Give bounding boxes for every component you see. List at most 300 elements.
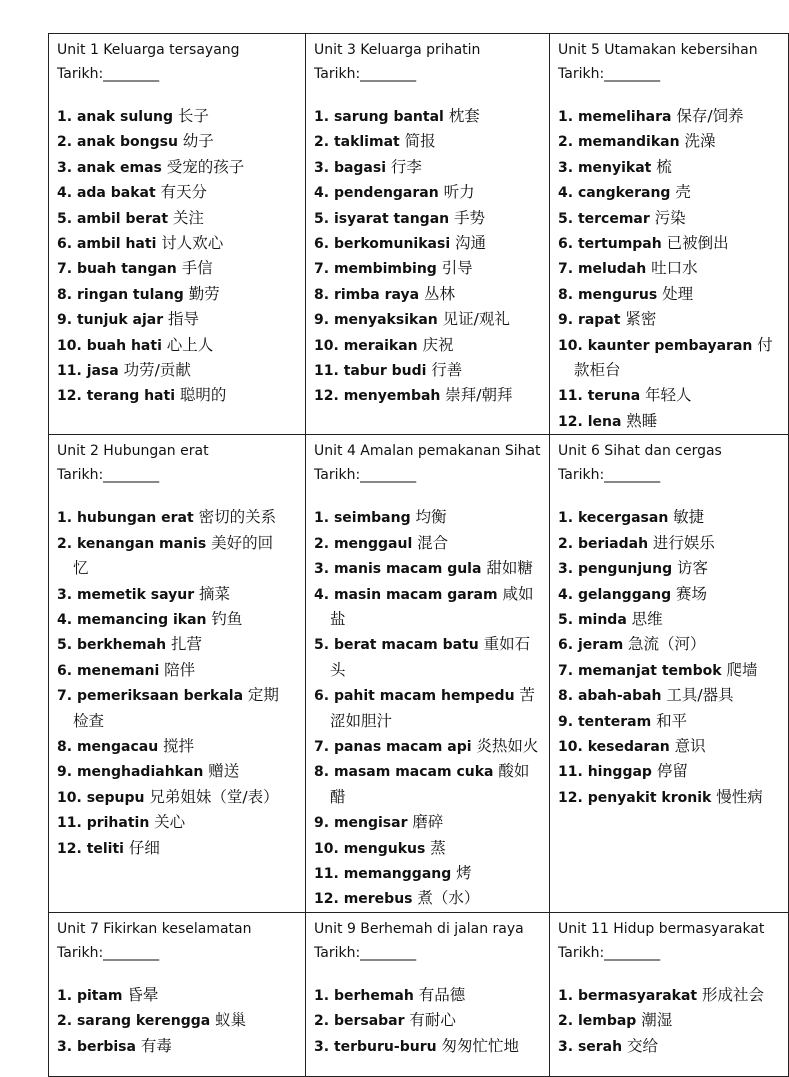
item-number: 2. (314, 535, 330, 552)
list-item (558, 709, 788, 734)
chinese-translation: 见证/观礼 (442, 310, 510, 329)
item-number: 3. (314, 1038, 330, 1055)
list-item (57, 256, 287, 281)
malay-word: sarang kerengga (76, 1013, 211, 1030)
chinese-translation: 重如石头 (330, 635, 531, 679)
chinese-translation: 听力 (443, 183, 475, 202)
list-item (314, 556, 544, 581)
unit-title: Unit 1 Keluarga tersayang (57, 42, 240, 58)
list-item (57, 307, 287, 332)
list-item (314, 983, 544, 1008)
malay-word: memetik sayur (76, 586, 195, 603)
unit-title: Unit 5 Utamakan kebersihan (558, 42, 758, 58)
item-number: 8. (314, 764, 330, 781)
malay-word: memanjat tembok (577, 662, 722, 679)
item-number: 8. (314, 286, 330, 303)
malay-word: berat macam batu (333, 637, 479, 654)
malay-word: prihatin (86, 815, 150, 832)
item-number: 5. (57, 637, 73, 654)
word-list (314, 505, 544, 912)
list-item (314, 155, 544, 180)
item-number: 2. (558, 134, 574, 151)
malay-word: anak bongsu (76, 134, 178, 151)
item-number: 1. (57, 109, 73, 125)
malay-word: merebus (343, 891, 413, 908)
chinese-translation: 均衡 (415, 508, 447, 527)
malay-word: terang hati (86, 388, 175, 405)
chinese-translation: 意识 (674, 736, 706, 755)
chinese-translation: 进行娱乐 (652, 533, 715, 552)
unit-title: Unit 7 Fikirkan keselamatan (57, 920, 252, 937)
item-number: 2. (57, 1013, 73, 1030)
malay-word: berkhemah (76, 637, 167, 654)
item-number: 8. (558, 688, 574, 705)
item-number: 6. (57, 662, 73, 679)
malay-word: buah tangan (76, 261, 177, 278)
item-number: 7. (57, 261, 73, 278)
chinese-translation: 敏捷 (673, 508, 705, 527)
item-number: 11. (57, 815, 82, 832)
item-number: 3. (57, 1038, 73, 1055)
chinese-translation: 吐口水 (651, 259, 698, 278)
malay-word: rimba raya (333, 286, 420, 303)
list-item (558, 531, 788, 556)
list-item (558, 582, 788, 607)
unit-content (314, 38, 544, 409)
list-item (57, 759, 287, 784)
chinese-translation: 有毒 (140, 1036, 172, 1055)
list-item (314, 582, 544, 633)
chinese-translation: 洗澡 (684, 132, 716, 151)
item-number: 7. (558, 261, 574, 278)
word-list (57, 505, 287, 861)
malay-word: kenangan manis (76, 535, 207, 552)
item-number: 4. (558, 586, 574, 603)
chinese-translation: 炎热如火 (476, 736, 539, 755)
chinese-translation: 已被倒出 (666, 234, 729, 253)
word-list (558, 505, 788, 810)
malay-word: teruna (587, 388, 641, 405)
list-item (57, 983, 287, 1008)
item-number: 9. (314, 815, 330, 832)
item-number: 1. (57, 510, 73, 527)
chinese-translation: 行李 (390, 157, 422, 176)
chinese-translation: 讨人欢心 (161, 234, 224, 253)
malay-word: gelanggang (577, 586, 672, 603)
list-item (558, 409, 788, 434)
list-item (558, 759, 788, 784)
list-item (57, 810, 287, 835)
malay-word: panas macam api (333, 738, 472, 755)
list-item (314, 282, 544, 307)
chinese-translation: 关心 (154, 813, 186, 832)
malay-word: menemani (76, 662, 160, 679)
chinese-translation: 枕套 (448, 107, 480, 125)
malay-word: beriadah (577, 535, 649, 552)
item-number: 12. (57, 840, 82, 857)
chinese-translation: 勤劳 (188, 284, 220, 303)
item-number: 2. (57, 134, 73, 151)
unit-content (558, 38, 788, 434)
list-item (57, 582, 287, 607)
chinese-translation: 简报 (404, 132, 436, 151)
item-number: 7. (314, 261, 330, 278)
vocabulary-table (48, 33, 789, 1077)
malay-word: hubungan erat (76, 510, 194, 527)
malay-word: masin macam garam (333, 586, 498, 603)
item-number: 1. (57, 987, 73, 1004)
malay-word: jeram (577, 637, 624, 654)
malay-word: menyembah (343, 388, 441, 405)
malay-word: ambil hati (76, 236, 157, 253)
unit-cell (306, 34, 550, 435)
item-number: 3. (558, 561, 574, 578)
item-number: 12. (558, 789, 583, 806)
list-item (57, 155, 287, 180)
chinese-translation: 有天分 (160, 183, 208, 202)
item-number: 7. (558, 662, 574, 679)
list-item (314, 256, 544, 281)
item-number: 7. (314, 738, 330, 755)
item-number: 10. (558, 738, 583, 755)
chinese-translation: 处理 (662, 284, 694, 303)
item-number: 4. (314, 586, 330, 603)
chinese-translation: 苦涩如胆汁 (330, 686, 535, 730)
unit-title: Unit 3 Keluarga prihatin (314, 42, 481, 58)
malay-word: menghadiahkan (76, 764, 204, 781)
item-number: 12. (558, 413, 583, 430)
list-item (558, 658, 788, 683)
item-number: 5. (57, 210, 73, 227)
malay-word: anak sulung (76, 109, 174, 125)
list-item (558, 505, 788, 530)
chinese-translation: 付款柜台 (574, 335, 773, 380)
chinese-translation: 崇拜/朝拜 (445, 386, 513, 405)
malay-word: taklimat (333, 134, 400, 151)
word-list (314, 983, 544, 1059)
chinese-translation: 陪伴 (164, 660, 196, 679)
list-item (57, 180, 287, 205)
item-number: 3. (558, 159, 574, 176)
item-number: 10. (57, 337, 82, 354)
chinese-translation: 密切的关系 (198, 508, 277, 527)
chinese-translation: 煮（水） (417, 889, 480, 908)
malay-word: meraikan (343, 337, 418, 354)
item-number: 2. (558, 535, 574, 552)
chinese-translation: 长子 (177, 107, 209, 125)
item-number: 11. (314, 865, 339, 882)
unit-title: Unit 2 Hubungan erat (57, 443, 209, 460)
malay-word: seimbang (333, 510, 411, 527)
list-item (57, 785, 287, 810)
malay-word: sarung bantal (333, 109, 444, 125)
list-item (558, 231, 788, 256)
chinese-translation: 摘菜 (199, 584, 231, 603)
item-number: 3. (314, 561, 330, 578)
list-item (314, 861, 544, 886)
malay-word: ringan tulang (76, 286, 184, 303)
item-number: 6. (558, 637, 574, 654)
chinese-translation: 咸如盐 (330, 584, 534, 628)
malay-word: memanggang (343, 865, 452, 882)
malay-word: lembap (577, 1013, 637, 1030)
list-item (57, 129, 287, 154)
unit-content (314, 439, 544, 912)
malay-word: lena (587, 413, 622, 430)
list-item (57, 836, 287, 861)
unit-title: Unit 11 Hidup bermasyarakat (558, 920, 765, 937)
chinese-translation: 年轻人 (645, 386, 692, 405)
list-item (558, 206, 788, 231)
item-number: 5. (314, 637, 330, 654)
malay-word: menyaksikan (333, 312, 438, 329)
item-number: 6. (558, 236, 574, 253)
list-item (57, 531, 287, 582)
item-number: 10. (314, 840, 339, 857)
item-number: 8. (558, 286, 574, 303)
chinese-translation: 行善 (431, 361, 463, 380)
list-item (57, 1034, 287, 1059)
malay-word: buah hati (86, 337, 162, 354)
chinese-translation: 钓鱼 (211, 609, 243, 628)
item-number: 1. (558, 109, 574, 125)
item-number: 11. (558, 388, 583, 405)
chinese-translation: 兄弟姐妹（堂/表） (149, 787, 279, 806)
item-number: 2. (558, 1013, 574, 1030)
list-item (558, 256, 788, 281)
list-item (57, 383, 287, 408)
chinese-translation: 访客 (677, 559, 709, 578)
malay-word: cangkerang (577, 185, 671, 202)
chinese-translation: 沟通 (455, 234, 487, 253)
list-item (558, 683, 788, 708)
item-number: 10. (57, 789, 82, 806)
list-item (57, 658, 287, 683)
malay-word: tercemar (577, 210, 650, 227)
item-number: 8. (57, 738, 73, 755)
word-list (57, 104, 287, 409)
date-field: Tarikh:________ (558, 66, 661, 82)
chinese-translation: 梳 (656, 157, 672, 176)
item-number: 6. (314, 236, 330, 253)
item-number: 4. (314, 185, 330, 202)
malay-word: teliti (86, 840, 124, 857)
malay-word: membimbing (333, 261, 437, 278)
unit-cell (550, 34, 789, 435)
unit-cell (49, 34, 306, 435)
word-list (57, 983, 287, 1059)
item-number: 7. (57, 688, 73, 705)
malay-word: berhemah (333, 987, 414, 1004)
chinese-translation: 烤 (456, 863, 472, 882)
malay-word: manis macam gula (333, 561, 482, 578)
item-number: 5. (314, 210, 330, 227)
unit-cell (306, 435, 550, 913)
item-number: 1. (314, 987, 330, 1004)
malay-word: tertumpah (577, 236, 662, 253)
list-item (314, 683, 544, 734)
chinese-translation: 昏晕 (127, 985, 159, 1004)
malay-word: sepupu (86, 789, 145, 806)
chinese-translation: 功劳/贡献 (123, 361, 191, 380)
chinese-translation: 美好的回忆 (73, 533, 274, 578)
list-item (558, 307, 788, 332)
list-item (57, 1008, 287, 1033)
list-item (57, 505, 287, 530)
malay-word: memandikan (577, 134, 680, 151)
chinese-translation: 急流（河） (628, 635, 706, 654)
malay-word: pendengaran (333, 185, 439, 202)
chinese-translation: 形成社会 (701, 985, 764, 1004)
word-list (558, 104, 788, 434)
chinese-translation: 引导 (441, 259, 473, 278)
malay-word: masam macam cuka (333, 764, 494, 781)
malay-word: ambil berat (76, 210, 169, 227)
list-item (57, 231, 287, 256)
list-item (558, 607, 788, 632)
list-item (558, 734, 788, 759)
item-number: 6. (314, 688, 330, 705)
date-field: Tarikh:________ (314, 66, 417, 82)
malay-word: meludah (577, 261, 647, 278)
malay-word: anak emas (76, 159, 162, 176)
malay-word: pitam (76, 987, 123, 1004)
list-item (314, 231, 544, 256)
malay-word: berkomunikasi (333, 236, 451, 253)
list-item (314, 333, 544, 358)
item-number: 6. (57, 236, 73, 253)
malay-word: memancing ikan (76, 611, 207, 628)
list-item (558, 180, 788, 205)
word-list (558, 983, 788, 1059)
list-item (558, 556, 788, 581)
item-number: 1. (558, 510, 574, 527)
list-item (558, 282, 788, 307)
malay-word: kaunter pembayaran (587, 337, 753, 354)
chinese-translation: 手信 (181, 259, 213, 278)
unit-cell (550, 435, 789, 913)
chinese-translation: 赠送 (208, 762, 240, 781)
item-number: 2. (314, 134, 330, 151)
unit-cell (306, 912, 550, 1076)
list-item (314, 383, 544, 408)
chinese-translation: 仔细 (128, 838, 160, 857)
chinese-translation: 扎营 (171, 635, 203, 654)
chinese-translation: 蚁巢 (215, 1011, 247, 1030)
item-number: 1. (314, 109, 330, 125)
malay-word: hinggap (587, 764, 652, 781)
item-number: 9. (558, 312, 574, 329)
chinese-translation: 有品德 (418, 985, 466, 1004)
malay-word: tenteram (577, 713, 652, 730)
list-item (314, 886, 544, 911)
chinese-translation: 手势 (453, 208, 485, 227)
malay-word: kesedaran (587, 738, 670, 755)
item-number: 1. (558, 987, 574, 1004)
chinese-translation: 磨碎 (412, 813, 444, 832)
malay-word: tabur budi (343, 363, 427, 380)
malay-word: serah (577, 1038, 623, 1055)
chinese-translation: 聪明的 (179, 386, 227, 405)
list-item (558, 333, 788, 384)
malay-word: bagasi (333, 159, 387, 176)
malay-word: mengukus (343, 840, 426, 857)
list-item (57, 333, 287, 358)
date-field: Tarikh:________ (57, 467, 160, 484)
word-list (314, 104, 544, 409)
list-item (314, 358, 544, 383)
chinese-translation: 受宠的孩子 (166, 157, 245, 176)
item-number: 3. (57, 159, 73, 176)
chinese-translation: 思维 (631, 609, 663, 628)
chinese-translation: 工具/器具 (666, 686, 734, 705)
chinese-translation: 交给 (626, 1036, 658, 1055)
item-number: 9. (558, 713, 574, 730)
list-item (57, 632, 287, 657)
list-item (57, 734, 287, 759)
item-number: 3. (57, 586, 73, 603)
list-item (558, 155, 788, 180)
malay-word: tunjuk ajar (76, 312, 164, 329)
item-number: 2. (314, 1013, 330, 1030)
chinese-translation: 匆匆忙忙地 (441, 1036, 519, 1055)
malay-word: isyarat tangan (333, 210, 450, 227)
list-item (558, 983, 788, 1008)
item-number: 10. (558, 337, 583, 354)
item-number: 12. (57, 388, 82, 405)
malay-word: mengacau (76, 738, 159, 755)
list-item (558, 1034, 788, 1059)
item-number: 12. (314, 388, 339, 405)
item-number: 4. (57, 185, 73, 202)
list-item (558, 383, 788, 408)
unit-content (57, 917, 287, 1059)
list-item (57, 358, 287, 383)
unit-content (558, 439, 788, 810)
table-row (49, 34, 789, 435)
unit-title: Unit 4 Amalan pemakanan Sihat (314, 443, 541, 460)
list-item (314, 1008, 544, 1033)
date-field: Tarikh:________ (57, 944, 160, 961)
unit-content (57, 439, 287, 861)
chinese-translation: 心上人 (166, 335, 214, 354)
list-item (314, 810, 544, 835)
item-number: 3. (314, 159, 330, 176)
item-number: 11. (57, 363, 82, 380)
item-number: 4. (558, 185, 574, 202)
malay-word: pengunjung (577, 561, 673, 578)
list-item (57, 206, 287, 231)
chinese-translation: 停留 (656, 762, 688, 781)
item-number: 8. (57, 286, 73, 303)
list-item (558, 785, 788, 810)
chinese-translation: 保存/饲养 (676, 107, 744, 125)
chinese-translation: 混合 (417, 533, 449, 552)
item-number: 5. (558, 611, 574, 628)
malay-word: rapat (577, 312, 621, 329)
malay-word: mengisar (333, 815, 408, 832)
date-field: Tarikh:________ (314, 944, 417, 961)
list-item (314, 759, 544, 810)
malay-word: pahit macam hempedu (333, 688, 515, 705)
list-item (314, 531, 544, 556)
list-item (314, 129, 544, 154)
item-number: 1. (314, 510, 330, 527)
chinese-translation: 关注 (172, 208, 204, 227)
list-item (57, 607, 287, 632)
chinese-translation: 搅拌 (163, 736, 195, 755)
list-item (558, 632, 788, 657)
